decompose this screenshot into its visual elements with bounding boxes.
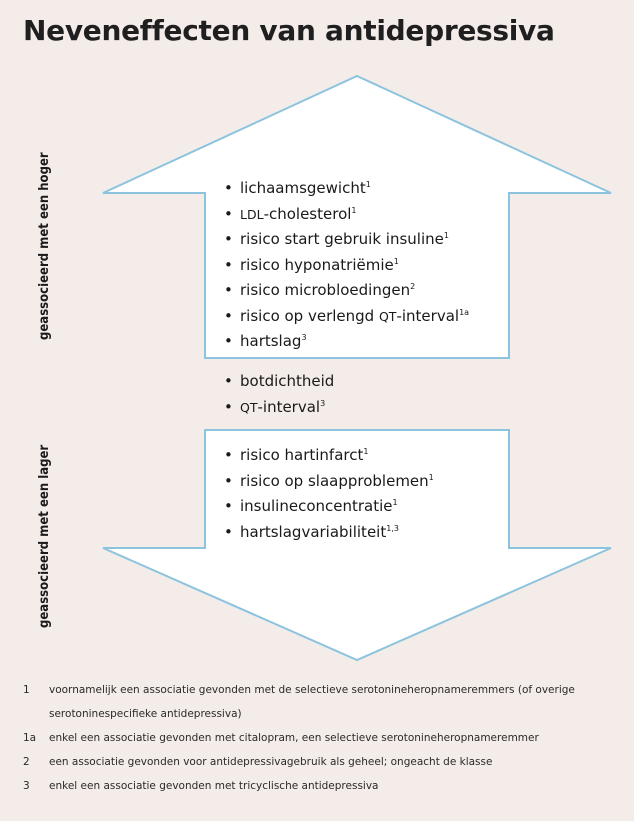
item-text: risico op slaapproblemen — [240, 471, 429, 490]
bullet-icon: • — [224, 230, 233, 248]
list-item — [224, 369, 334, 395]
bullet-icon: • — [224, 281, 233, 299]
page-title: Neveneffecten van antidepressiva — [23, 14, 555, 47]
bullet-icon: • — [224, 397, 233, 416]
footnote-ref: 1 — [351, 205, 357, 215]
item-text: risico start gebruik insuline — [240, 230, 444, 248]
list-item — [224, 227, 469, 253]
footnote — [23, 774, 623, 798]
footnote-ref: 1 — [392, 498, 398, 507]
item-text: risico microbloedingen — [240, 281, 411, 299]
footnote-line: enkel een associatie gevonden met citalopram, een selectieve serotonineheropnameremmer — [49, 732, 539, 744]
higher-list — [224, 176, 469, 355]
footnote-text — [49, 726, 623, 750]
item-text: botdichtheid — [240, 372, 335, 390]
list-item — [224, 494, 434, 520]
list-item — [224, 202, 469, 228]
footnote — [23, 750, 623, 774]
bullet-icon: • — [224, 179, 233, 197]
list-item — [224, 253, 469, 279]
item-abbrev: QT — [240, 399, 258, 415]
higher-label: geassocieerd met een hoger — [37, 152, 52, 340]
list-item — [224, 520, 434, 546]
lower-label: geassocieerd met een lager — [37, 444, 52, 628]
bullet-icon: • — [224, 306, 233, 325]
bullet-icon: • — [224, 332, 233, 350]
footnote-ref: 1 — [363, 447, 369, 456]
item-text: risico hyponatriëmie — [240, 255, 394, 274]
item-text: risico op verlengd — [240, 306, 379, 325]
list-item — [224, 395, 334, 421]
footnote-ref: 3 — [320, 398, 326, 408]
bullet-icon: • — [224, 372, 233, 390]
lower-list — [224, 443, 434, 545]
bullet-icon: • — [224, 471, 233, 490]
item-text: lichaamsgewicht — [240, 179, 366, 197]
footnote-number: 3 — [23, 780, 30, 792]
footnotes — [23, 678, 623, 798]
footnote-text — [49, 750, 623, 774]
list-item — [224, 329, 469, 355]
item-text-after: -interval — [396, 306, 460, 325]
footnote — [23, 678, 623, 726]
footnote-ref: 1 — [443, 231, 449, 240]
footnote-line: voornamelijk een associatie gevonden met de selectieve serotonineheropnameremmers (of overige — [49, 684, 575, 696]
item-text: hartslagvariabiliteit — [240, 522, 387, 541]
item-text: risico hartinfarct — [240, 446, 364, 464]
footnote — [23, 726, 623, 750]
footnote-ref: 1,3 — [386, 523, 399, 533]
bullet-icon: • — [224, 522, 233, 541]
item-abbrev: LDL — [240, 206, 264, 222]
footnote-ref: 1a — [459, 307, 470, 317]
list-item — [224, 469, 434, 495]
list-item — [224, 304, 469, 330]
list-item — [224, 278, 469, 304]
item-text: hartslag — [240, 332, 302, 350]
item-text: -interval — [257, 397, 321, 416]
list-item — [224, 176, 469, 202]
item-text: -cholesterol — [263, 204, 352, 223]
footnote-ref: 1 — [365, 180, 371, 189]
footnote-ref: 3 — [301, 333, 307, 342]
footnote-text — [49, 678, 623, 726]
bullet-icon: • — [224, 446, 233, 464]
footnote-line: een associatie gevonden voor antidepressivagebruik als geheel; ongeacht de klasse — [49, 756, 493, 768]
item-abbrev: QT — [378, 308, 397, 324]
footnote-ref: 1 — [428, 472, 434, 482]
list-item — [224, 443, 434, 469]
footnote-ref: 2 — [410, 282, 416, 291]
footnote-text — [49, 774, 623, 798]
footnote-number: 2 — [23, 756, 30, 768]
footnote-line: enkel een associatie gevonden met tricyclische antidepressiva — [49, 780, 379, 792]
footnote-line: serotoninespecifieke antidepressiva) — [49, 708, 242, 720]
bullet-icon: • — [224, 497, 233, 515]
footnote-ref: 1 — [393, 256, 399, 266]
bullet-icon: • — [224, 204, 233, 223]
footnote-number: 1 — [23, 684, 30, 696]
bullet-icon: • — [224, 255, 233, 274]
item-text: insulineconcentratie — [240, 497, 393, 515]
neutral-list — [224, 369, 334, 420]
footnote-number: 1a — [23, 732, 37, 744]
